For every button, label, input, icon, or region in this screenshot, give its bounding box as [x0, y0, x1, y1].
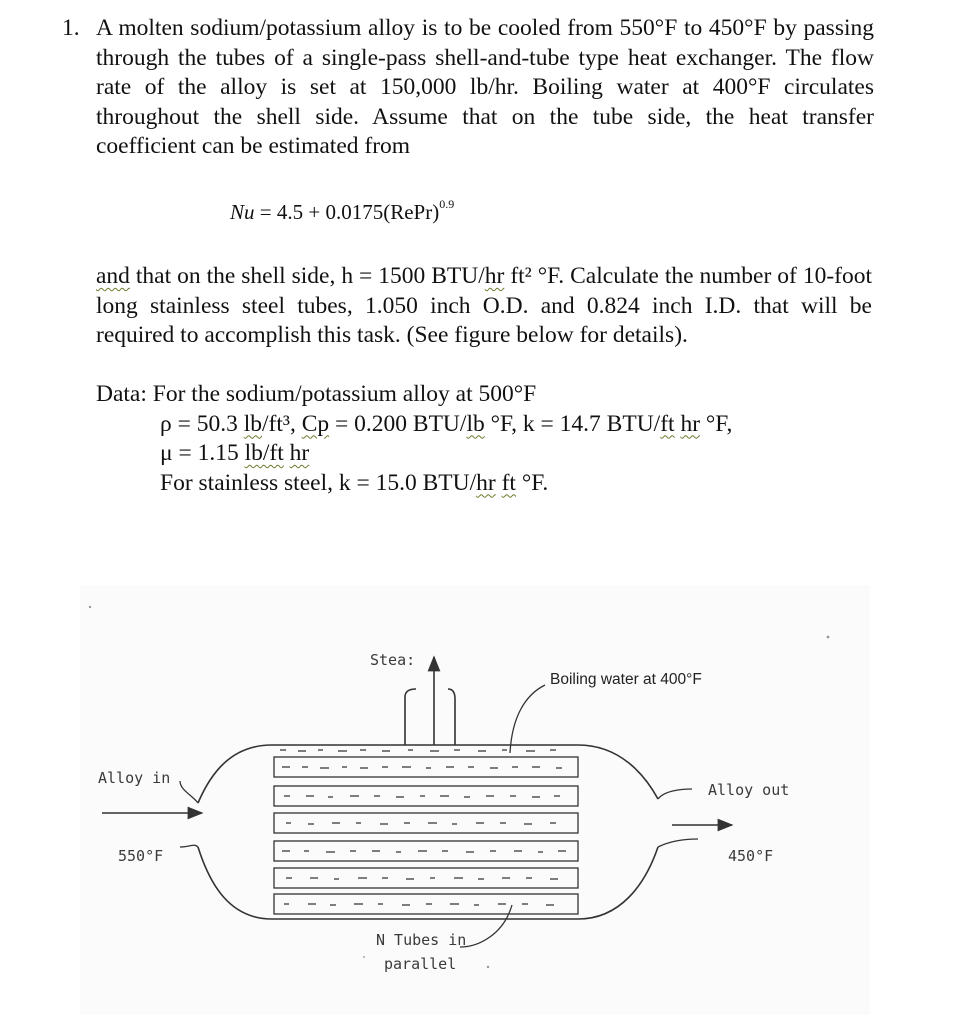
boiling-leader — [510, 685, 545, 753]
temp-out-leader — [658, 839, 698, 847]
heat-exchanger-figure — [80, 585, 870, 1015]
density-text: ρ = 50.3 — [160, 410, 244, 437]
flow-dashes — [280, 750, 566, 905]
tubes-leader — [460, 905, 512, 947]
steam-label: Stea: — [370, 651, 416, 669]
n-tubes-label: N Tubes in — [376, 931, 467, 949]
cp-lb: lb — [466, 410, 485, 437]
density-lb: lb — [243, 410, 263, 437]
data-line-steel — [96, 469, 732, 499]
data-block — [96, 380, 732, 498]
data-header: Data: For the sodium/potassium alloy at 500°F — [96, 381, 537, 407]
tube-3 — [274, 813, 578, 833]
heat-exchanger-diagram — [80, 585, 870, 1015]
temp-in-leader — [180, 845, 198, 847]
para2-part1: that on the shell side, h = 1500 BTU/ — [129, 263, 485, 289]
steel-text: For stainless steel, k = 15.0 BTU/ — [160, 469, 477, 496]
equation-lhs: Nu — [230, 200, 255, 224]
outlet-head — [578, 745, 658, 919]
k-unit-end: °F, — [700, 410, 733, 437]
k-hr: hr — [680, 410, 701, 437]
alloy-out-leader — [658, 789, 692, 799]
viscosity-text: μ = 1.15 — [160, 440, 245, 466]
boiling-water-label: Boiling water at 400°F — [550, 671, 702, 688]
outlet-temp-label: 450°F — [728, 847, 774, 865]
data-line-density — [96, 410, 732, 440]
and-word: and — [96, 263, 130, 289]
inlet-head — [198, 745, 272, 919]
steam-pipe-right — [448, 689, 455, 745]
equation-rhs: = 4.5 + 0.0175(RePr) — [254, 200, 440, 224]
nusselt-equation — [230, 197, 454, 225]
tube-2 — [274, 786, 578, 806]
k-text: °F, k = 14.7 BTU/ — [484, 410, 661, 437]
density-unit: /ft³, — [262, 410, 302, 437]
para2-part2: ft² °F. Calculate the number of 10-foot long stainless steel tubes, 1.050 inch O.D. and 0.824 inch I.D. that will be required to accomplish this task. (See figure below for details). — [96, 263, 872, 348]
parallel-label: parallel — [384, 955, 457, 973]
problem-intro-text: A molten sodium/potassium alloy is to be cooled from 550°F to 450°F by passing through the tubes of a single-pass shell-and-tube type heat exchanger. The flow rate of the alloy is set at 150,000 lb/hr. Boiling water at 400°F circulates throughout the shell side. Assume that on the tube side, the heat transfer coefficient can be estimated from — [96, 15, 874, 159]
problem-intro — [62, 14, 874, 162]
alloy-in-label: Alloy in — [98, 769, 171, 787]
data-line-viscosity — [96, 439, 732, 469]
cp-text: = 0.200 BTU/ — [329, 410, 467, 437]
viscosity-hr: hr — [289, 440, 310, 466]
problem-statement — [62, 14, 874, 162]
steel-hr: hr — [476, 469, 496, 496]
alloy-out-label: Alloy out — [708, 781, 790, 799]
shell-side-paragraph — [96, 262, 872, 351]
shell-outline — [272, 745, 578, 919]
para2-hr: hr — [484, 263, 505, 289]
alloy-in-leader — [180, 781, 198, 803]
cp-symbol: Cp — [301, 410, 330, 437]
problem-number: 1. — [62, 15, 80, 41]
steel-ft: ft — [501, 469, 516, 496]
inlet-temp-label: 550°F — [118, 847, 164, 865]
viscosity-lbft: lb/ft — [244, 440, 284, 466]
steam-pipe-left — [405, 689, 416, 745]
tube-5 — [274, 868, 578, 888]
k-ft: ft — [660, 410, 675, 437]
steel-unit-end: °F. — [515, 469, 549, 496]
equation-exponent: 0.9 — [439, 197, 455, 211]
